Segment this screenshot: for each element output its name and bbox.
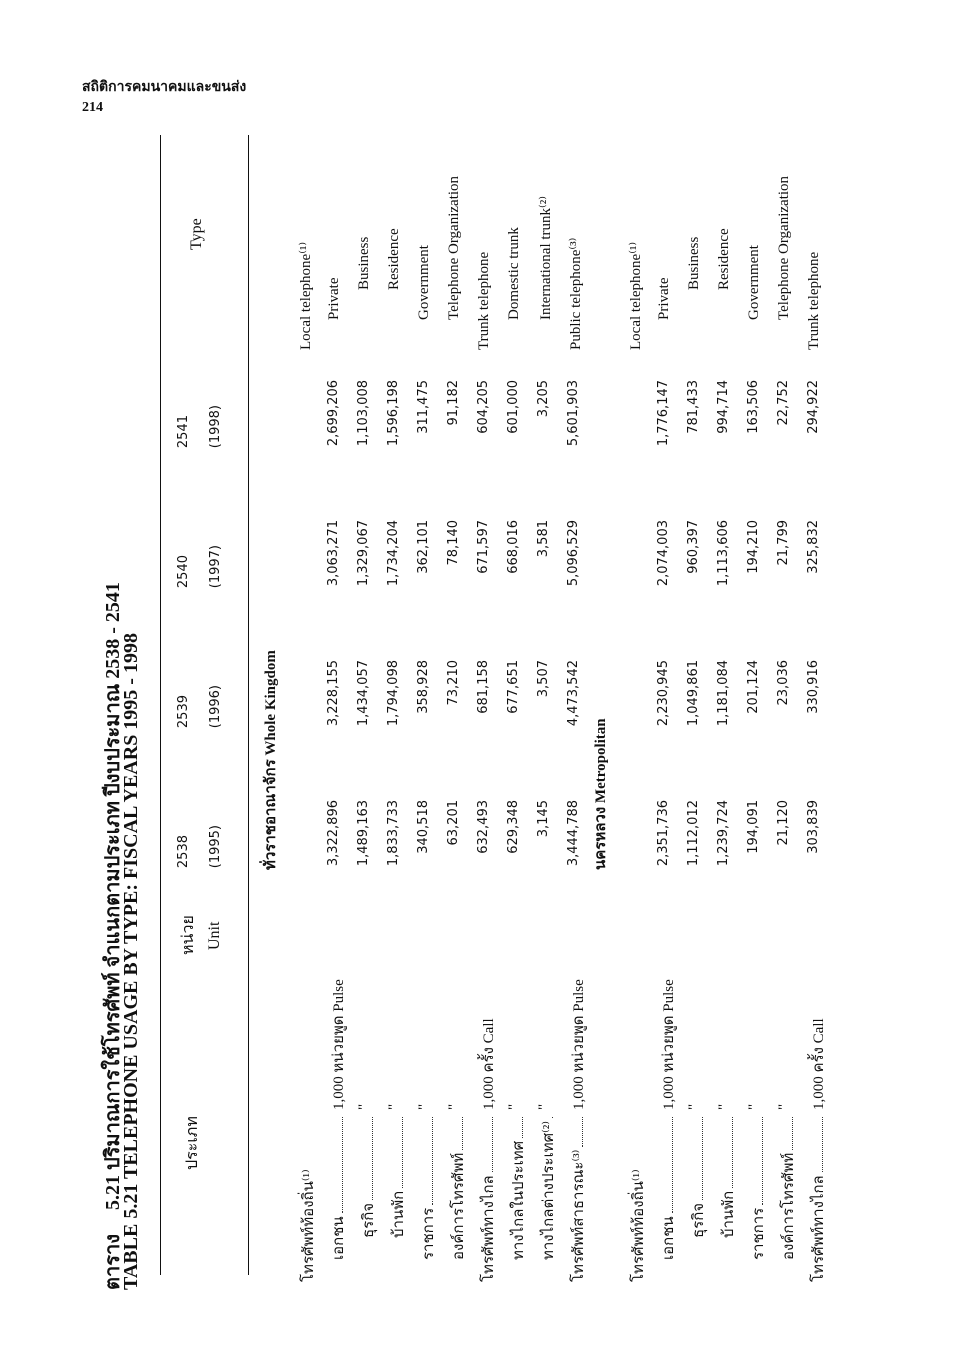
row-value-1: 1,489,163 [356,800,371,867]
dot-leader [480,1117,493,1172]
row-label-text: โทรศัพท์ทางไกล [811,1175,827,1282]
row-type: Domestic trunk [506,227,522,320]
row-value-1: 1,239,724 [716,800,731,867]
row-type: Local telephone⁽¹⁾ [628,241,644,350]
row-value-2: 73,210 [446,660,461,706]
header-top-rule [160,135,161,1275]
row-value-3: 21,799 [776,520,791,566]
table-row [442,90,472,1290]
header-year-en-3: (1997) [208,545,223,589]
dot-leader [720,1117,733,1188]
table-row [712,90,742,1290]
row-label-text: ทางไกลต่างประเทศ⁽²⁾ [541,1121,557,1260]
row-value-2: 201,124 [746,660,761,714]
dot-leader [690,1117,703,1200]
row-value-2: 3,228,155 [326,660,341,727]
row-value-4: 601,000 [506,380,521,434]
row-label-text: ธุรกิจ [691,1202,707,1238]
row-value-4: 294,922 [806,380,821,434]
row-value-2: 1,794,098 [386,660,401,727]
row-unit: 1,000 หน่วยพูด Pulse [661,979,677,1110]
row-label-text: บ้านพัก [391,1190,407,1238]
row-label [416,1117,440,1260]
dot-leader [330,1117,343,1213]
row-label-text: ทางไกลในประเทศ [511,1140,527,1260]
row-value-1: 340,518 [416,800,431,854]
row-unit: " [686,1103,702,1110]
row-label [536,1117,560,1260]
header-bottom-rule [248,135,249,1275]
row-label-text: ธุรกิจ [361,1202,377,1238]
row-type: Private [326,277,342,320]
row-value-4: 3,205 [536,380,551,418]
row-type: Business [356,236,372,290]
header-year-th-4: 2541 [176,415,191,449]
header-year-en-2: (1996) [208,685,223,729]
dot-leader [450,1117,463,1150]
row-label-text: องค์การโทรศัพท์ [781,1152,797,1260]
row-label [326,1117,350,1260]
header-year-th-2: 2539 [176,695,191,729]
row-value-3: 78,140 [446,520,461,566]
row-label [656,1117,680,1260]
row-label [386,1117,410,1238]
section-title: นครหลวง Metropolitan [593,718,609,870]
row-unit: " [716,1103,732,1110]
table-row [382,90,412,1290]
row-type: Public telephone⁽³⁾ [568,237,584,350]
row-unit: " [746,1103,762,1110]
rotated-table-page [88,90,878,1290]
row-label-text: ราชการ [751,1207,767,1260]
caption-thai-text: 5.21 ปริมาณการใช้โทรศัพท์ จำแนกตามประเภท ปีงบประมาณ 2538 - 2541 [102,582,124,1210]
row-value-4: 2,699,206 [326,380,341,447]
row-value-2: 330,916 [806,660,821,714]
header-type-thai: ประเภท [184,1116,201,1170]
dot-leader [390,1117,403,1188]
row-value-4: 604,205 [476,380,491,434]
row-value-3: 5,096,529 [566,520,581,587]
row-label-text: องค์การโทรศัพท์ [451,1152,467,1260]
row-value-1: 194,091 [746,800,761,854]
row-value-1: 632,493 [476,800,491,854]
row-label-text: เอกชน [661,1216,677,1260]
row-label [776,1117,800,1260]
table-row [292,90,322,1290]
header-unit-thai: หน่วย [180,915,197,955]
row-label [476,1117,500,1282]
dot-leader [360,1117,373,1200]
row-type: Residence [716,228,732,290]
table-row [502,90,532,1290]
row-value-2: 1,434,057 [356,660,371,727]
row-value-2: 1,049,861 [686,660,701,727]
page-number: 214 [82,100,103,115]
row-unit: " [506,1103,522,1110]
row-value-2: 3,507 [536,660,551,698]
table-row [352,90,382,1290]
row-unit: 1,000 ครั้ง Call [811,1018,827,1110]
row-label [296,1117,320,1282]
dot-leader [660,1117,673,1213]
row-value-4: 163,506 [746,380,761,434]
row-type: Government [416,245,432,320]
row-value-2: 677,651 [506,660,521,714]
row-value-3: 2,074,003 [656,520,671,587]
row-value-2: 4,473,542 [566,660,581,727]
row-label [356,1117,380,1238]
row-label [566,1117,590,1282]
row-value-3: 960,397 [686,520,701,574]
row-label-text: โทรศัพท์ท้องถิ่น⁽¹⁾ [631,1169,647,1282]
row-value-1: 3,322,896 [326,800,341,867]
row-value-1: 1,833,733 [386,800,401,867]
row-unit: " [416,1103,432,1110]
row-value-3: 668,016 [506,520,521,574]
row-label [506,1117,530,1260]
row-label-text: บ้านพัก [721,1190,737,1238]
row-label [626,1117,650,1282]
row-type: Telephone Organization [446,175,462,320]
table-row [802,90,832,1290]
dot-leader [810,1117,823,1172]
row-value-3: 194,210 [746,520,761,574]
row-value-3: 1,734,204 [386,520,401,587]
row-value-3: 362,101 [416,520,431,574]
caption-english: TABLE 5.21 TELEPHONE USAGE BY TYPE: FISCAL YEARS 1995 - 1998 [120,633,142,1290]
row-label-text: ราชการ [421,1207,437,1260]
row-label-text: เอกชน [331,1216,347,1260]
row-label [446,1117,470,1260]
row-value-1: 21,120 [776,800,791,846]
row-label-text: โทรศัพท์สาธารณะ⁽³⁾ [571,1149,587,1282]
row-value-3: 1,329,067 [356,520,371,587]
row-value-3: 3,063,271 [326,520,341,587]
dot-leader [570,1117,583,1147]
row-type: Government [746,245,762,320]
row-label-text: โทรศัพท์ท้องถิ่น⁽¹⁾ [301,1169,317,1282]
row-value-1: 2,351,736 [656,800,671,867]
table-row [652,90,682,1290]
table-row [742,90,772,1290]
row-value-4: 1,596,198 [386,380,401,447]
dot-leader [750,1117,763,1205]
header-year-en-4: (1998) [208,405,223,449]
caption-thai-label: ตาราง [102,1234,124,1290]
header-year-en-1: (1995) [208,825,223,869]
header-unit-english: Unit [206,921,223,950]
row-value-3: 671,597 [476,520,491,574]
row-unit: 1,000 หน่วยพูด Pulse [571,979,587,1110]
row-value-4: 994,714 [716,380,731,434]
row-type: Trunk telephone [476,251,492,350]
header-type-english: Type [188,218,205,250]
row-unit: " [386,1103,402,1110]
row-value-1: 3,444,788 [566,800,581,867]
row-unit: " [776,1103,792,1110]
row-value-4: 5,601,903 [566,380,581,447]
row-type: Trunk telephone [806,251,822,350]
row-value-4: 1,103,008 [356,380,371,447]
row-value-3: 3,581 [536,520,551,558]
row-unit: 1,000 ครั้ง Call [481,1018,497,1110]
table-row [472,90,502,1290]
row-value-1: 303,839 [806,800,821,854]
header-year-th-3: 2540 [176,555,191,589]
row-value-3: 325,832 [806,520,821,574]
table-row [772,90,802,1290]
row-type: Private [656,277,672,320]
row-value-4: 22,752 [776,380,791,426]
row-label [806,1117,830,1282]
row-value-2: 681,158 [476,660,491,714]
table-row [322,90,352,1290]
row-type: International trunk⁽²⁾ [538,196,554,320]
row-value-1: 1,112,012 [686,800,701,867]
row-unit: " [536,1103,552,1110]
dot-leader [510,1117,523,1138]
table-row [562,90,592,1290]
running-head-title: สถิติการคมนาคมและขนส่ง [82,80,247,95]
table-row [622,90,652,1290]
row-value-1: 63,201 [446,800,461,846]
row-value-3: 1,113,606 [716,520,731,587]
row-value-1: 3,145 [536,800,551,838]
table-row [532,90,562,1290]
row-value-2: 358,928 [416,660,431,714]
row-value-4: 91,182 [446,380,461,426]
row-unit: " [356,1103,372,1110]
section-title: ทั่วราชอาณาจักร Whole Kingdom [263,650,279,870]
row-label-text: โทรศัพท์ทางไกล [481,1175,497,1282]
row-value-4: 311,475 [416,380,431,434]
row-label [716,1117,740,1238]
row-value-4: 1,776,147 [656,380,671,447]
header-year-th-1: 2538 [176,835,191,869]
row-value-2: 1,181,084 [716,660,731,727]
row-type: Telephone Organization [776,175,792,320]
row-label [686,1117,710,1238]
row-label [746,1117,770,1260]
row-value-2: 2,230,945 [656,660,671,727]
table-row [412,90,442,1290]
dot-leader [780,1117,793,1150]
row-value-4: 781,433 [686,380,701,434]
row-type: Local telephone⁽¹⁾ [298,241,314,350]
dot-leader [420,1117,433,1205]
row-type: Residence [386,228,402,290]
row-type: Business [686,236,702,290]
dot-leader [540,1117,553,1118]
row-value-1: 629,348 [506,800,521,854]
table-row [682,90,712,1290]
row-value-2: 23,036 [776,660,791,706]
row-unit: " [446,1103,462,1110]
row-unit: 1,000 หน่วยพูด Pulse [331,979,347,1110]
